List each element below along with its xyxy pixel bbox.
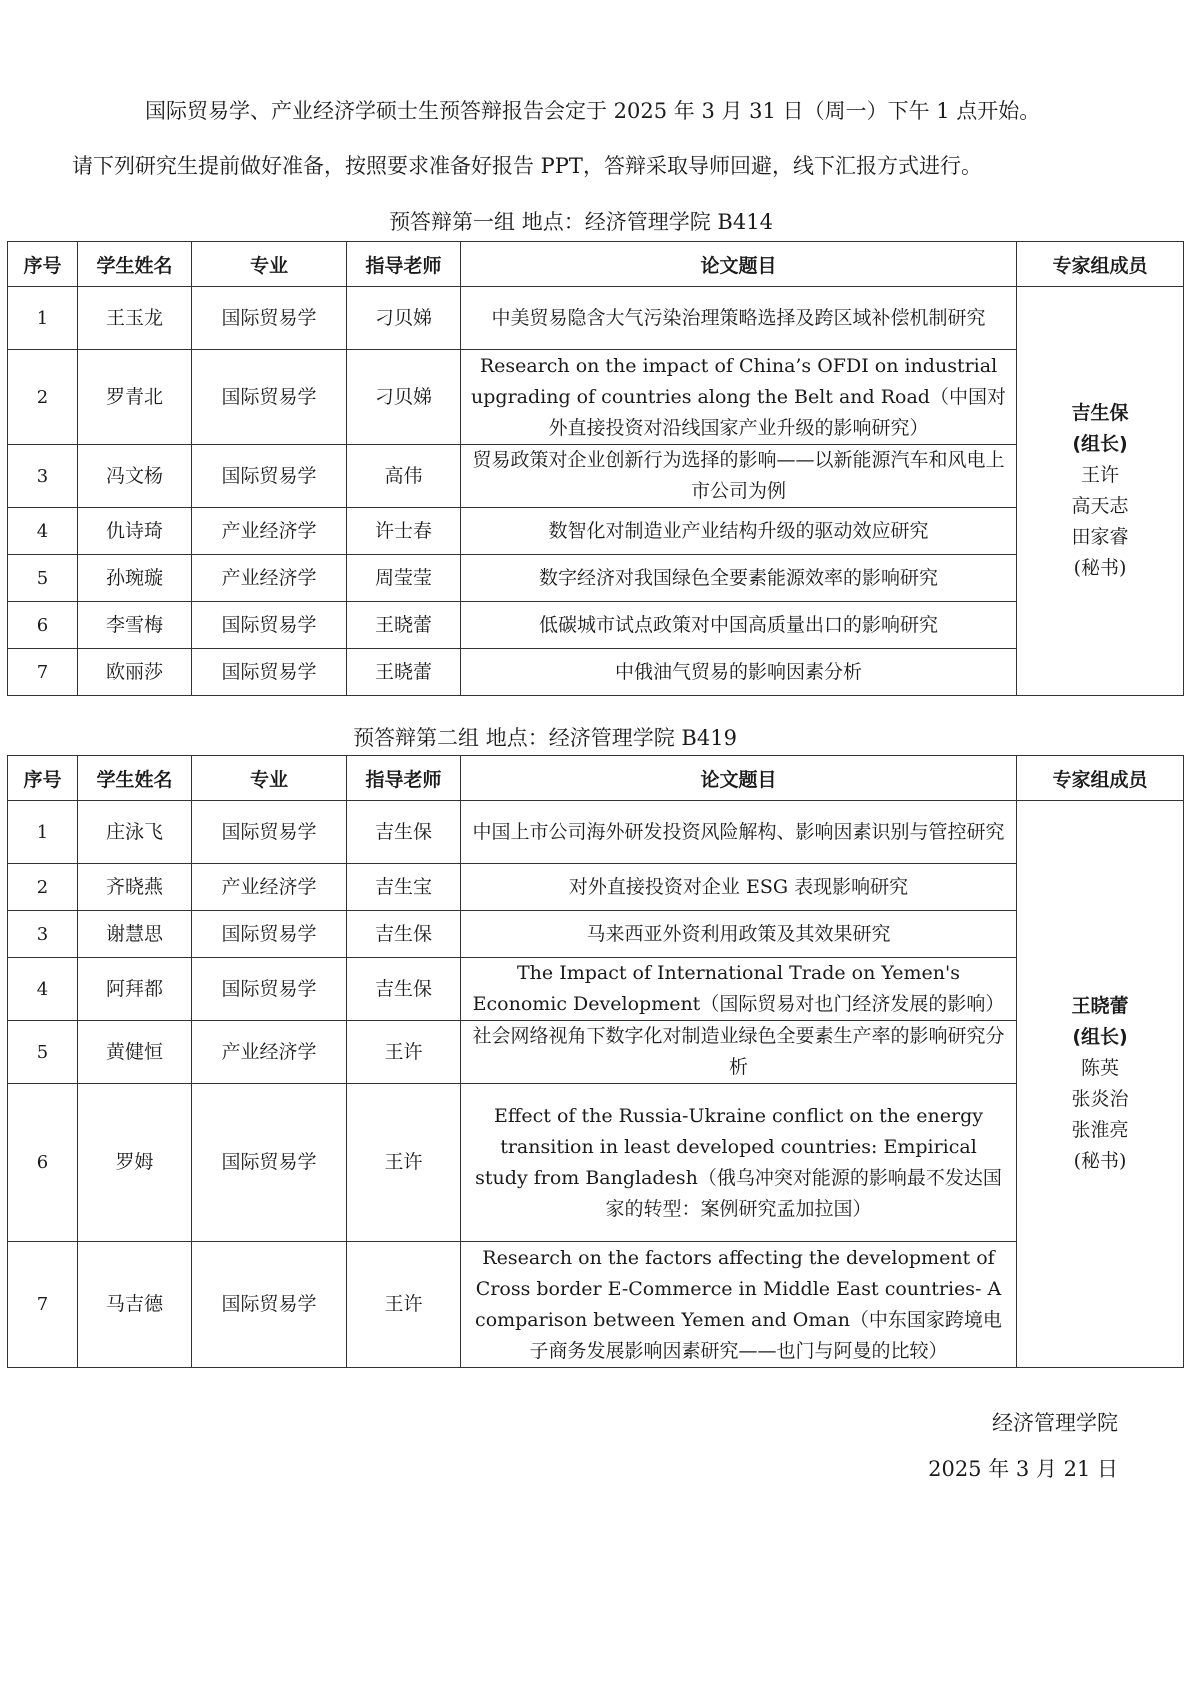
row-major: 国际贸易学 bbox=[192, 649, 347, 696]
row-title: 中美贸易隐含大气污染治理策略选择及跨区域补偿机制研究 bbox=[461, 287, 1017, 350]
row-title: 数字经济对我国绿色全要素能源效率的影响研究 bbox=[461, 555, 1017, 602]
row-advisor: 王许 bbox=[347, 1242, 461, 1368]
row-no: 5 bbox=[8, 1021, 78, 1084]
table-row bbox=[8, 350, 1184, 445]
header-experts: 专家组成员 bbox=[1017, 242, 1184, 287]
row-major: 国际贸易学 bbox=[192, 1084, 347, 1242]
expert-member: 张淮亮 bbox=[1071, 1119, 1129, 1141]
row-major: 产业经济学 bbox=[192, 508, 347, 555]
row-name: 马吉德 bbox=[78, 1242, 192, 1368]
group2-experts bbox=[1017, 801, 1184, 1368]
row-major: 国际贸易学 bbox=[192, 1242, 347, 1368]
header-advisor: 指导老师 bbox=[347, 756, 461, 801]
row-name: 孙琬璇 bbox=[78, 555, 192, 602]
row-major: 国际贸易学 bbox=[192, 801, 347, 864]
row-name: 黄健恒 bbox=[78, 1021, 192, 1084]
expert-member: 高天志 bbox=[1071, 495, 1129, 517]
table-header-row bbox=[8, 756, 1184, 801]
row-name: 王玉龙 bbox=[78, 287, 192, 350]
row-no: 5 bbox=[8, 555, 78, 602]
row-advisor: 刁贝娣 bbox=[347, 350, 461, 445]
row-no: 4 bbox=[8, 508, 78, 555]
row-major: 产业经济学 bbox=[192, 1021, 347, 1084]
table-header-row bbox=[8, 242, 1184, 287]
row-title: 中国上市公司海外研发投资风险解构、影响因素识别与管控研究 bbox=[461, 801, 1017, 864]
row-advisor: 王晓蕾 bbox=[347, 649, 461, 696]
row-title: The Impact of International Trade on Yemen's Economic Development（国际贸易对也门经济发展的影响） bbox=[461, 958, 1017, 1021]
row-major: 国际贸易学 bbox=[192, 911, 347, 958]
row-advisor: 王许 bbox=[347, 1084, 461, 1242]
expert-member: 田家睿 bbox=[1071, 526, 1129, 548]
expert-secretary-note: (秘书) bbox=[1073, 557, 1127, 579]
row-advisor: 高伟 bbox=[347, 445, 461, 508]
header-experts: 专家组成员 bbox=[1017, 756, 1184, 801]
row-major: 国际贸易学 bbox=[192, 958, 347, 1021]
header-name: 学生姓名 bbox=[78, 242, 192, 287]
signature-org: 经济管理学院 bbox=[992, 1411, 1118, 1435]
row-advisor: 许士春 bbox=[347, 508, 461, 555]
row-title: 贸易政策对企业创新行为选择的影响——以新能源汽车和风电上市公司为例 bbox=[461, 445, 1017, 508]
row-no: 6 bbox=[8, 602, 78, 649]
header-major: 专业 bbox=[192, 242, 347, 287]
table-row bbox=[8, 801, 1184, 864]
row-name: 阿拜都 bbox=[78, 958, 192, 1021]
row-no: 1 bbox=[8, 287, 78, 350]
row-no: 3 bbox=[8, 911, 78, 958]
table-row bbox=[8, 1242, 1184, 1368]
expert-leader: 吉生保 bbox=[1071, 402, 1129, 424]
row-major: 国际贸易学 bbox=[192, 287, 347, 350]
row-name: 罗青北 bbox=[78, 350, 192, 445]
signature-date: 2025 年 3 月 21 日 bbox=[928, 1457, 1118, 1481]
row-title: 马来西亚外资利用政策及其效果研究 bbox=[461, 911, 1017, 958]
row-no: 4 bbox=[8, 958, 78, 1021]
row-no: 1 bbox=[8, 801, 78, 864]
table-row bbox=[8, 445, 1184, 508]
row-advisor: 刁贝娣 bbox=[347, 287, 461, 350]
table-row bbox=[8, 555, 1184, 602]
row-advisor: 吉生保 bbox=[347, 801, 461, 864]
expert-member: 张炎治 bbox=[1071, 1088, 1129, 1110]
row-name: 冯文杨 bbox=[78, 445, 192, 508]
expert-member: 王许 bbox=[1080, 464, 1119, 486]
expert-leader-role: (组长) bbox=[1072, 1026, 1128, 1048]
expert-member: 陈英 bbox=[1080, 1057, 1119, 1079]
table-row bbox=[8, 1021, 1184, 1084]
row-major: 国际贸易学 bbox=[192, 445, 347, 508]
header-no: 序号 bbox=[8, 242, 78, 287]
group2-table bbox=[7, 755, 1184, 1368]
row-name: 仇诗琦 bbox=[78, 508, 192, 555]
row-name: 李雪梅 bbox=[78, 602, 192, 649]
row-title: 中俄油气贸易的影响因素分析 bbox=[461, 649, 1017, 696]
row-advisor: 王晓蕾 bbox=[347, 602, 461, 649]
table-row bbox=[8, 911, 1184, 958]
row-title: 低碳城市试点政策对中国高质量出口的影响研究 bbox=[461, 602, 1017, 649]
header-name: 学生姓名 bbox=[78, 756, 192, 801]
row-no: 3 bbox=[8, 445, 78, 508]
header-title: 论文题目 bbox=[461, 756, 1017, 801]
table-row bbox=[8, 1084, 1184, 1242]
header-advisor: 指导老师 bbox=[347, 242, 461, 287]
header-title: 论文题目 bbox=[461, 242, 1017, 287]
row-title: Research on the impact of China’s OFDI on industrial upgrading of countries along the Belt and Road（中国对外直接投资对沿线国家产业升级的影响研究） bbox=[461, 350, 1017, 445]
row-no: 7 bbox=[8, 1242, 78, 1368]
row-advisor: 吉生保 bbox=[347, 958, 461, 1021]
table-row bbox=[8, 649, 1184, 696]
group1-caption: 预答辩第一组 地点：经济管理学院 B414 bbox=[389, 210, 773, 234]
row-advisor: 王许 bbox=[347, 1021, 461, 1084]
expert-leader-role: (组长) bbox=[1072, 433, 1128, 455]
expert-leader: 王晓蕾 bbox=[1071, 995, 1129, 1017]
row-no: 2 bbox=[8, 864, 78, 911]
row-no: 7 bbox=[8, 649, 78, 696]
row-title: Research on the factors affecting the development of Cross border E-Commerce in Middle East countries- A comparison between Yemen and Oman（中东国家跨境电子商务发展影响因素研究——也门与阿曼的比较） bbox=[461, 1242, 1017, 1368]
row-no: 2 bbox=[8, 350, 78, 445]
row-major: 产业经济学 bbox=[192, 555, 347, 602]
group2-caption: 预答辩第二组 地点：经济管理学院 B419 bbox=[353, 726, 737, 750]
intro-line-2: 请下列研究生提前做好准备，按照要求准备好报告 PPT，答辩采取导师回避，线下汇报方式进行。 bbox=[72, 154, 982, 178]
table-row bbox=[8, 508, 1184, 555]
table-row bbox=[8, 958, 1184, 1021]
header-major: 专业 bbox=[192, 756, 347, 801]
row-name: 谢慧思 bbox=[78, 911, 192, 958]
header-no: 序号 bbox=[8, 756, 78, 801]
intro-line-1: 国际贸易学、产业经济学硕士生预答辩报告会定于 2025 年 3 月 31 日（周一）下午 1 点开始。 bbox=[145, 99, 1041, 123]
row-advisor: 吉生宝 bbox=[347, 864, 461, 911]
group1-table bbox=[7, 241, 1184, 696]
expert-secretary-note: (秘书) bbox=[1073, 1150, 1127, 1172]
row-advisor: 周莹莹 bbox=[347, 555, 461, 602]
table-row bbox=[8, 864, 1184, 911]
row-major: 国际贸易学 bbox=[192, 350, 347, 445]
row-title: 数智化对制造业产业结构升级的驱动效应研究 bbox=[461, 508, 1017, 555]
row-title: 社会网络视角下数字化对制造业绿色全要素生产率的影响研究分析 bbox=[461, 1021, 1017, 1084]
group1-experts bbox=[1017, 287, 1184, 696]
row-title: Effect of the Russia-Ukraine conflict on the energy transition in least developed countries: Empirical study from Bangladesh（俄乌冲突对能源的影响最不发达国家的转型：案例研究孟加拉国） bbox=[461, 1084, 1017, 1242]
row-advisor: 吉生保 bbox=[347, 911, 461, 958]
row-name: 齐晓燕 bbox=[78, 864, 192, 911]
row-name: 庄泳飞 bbox=[78, 801, 192, 864]
row-major: 国际贸易学 bbox=[192, 602, 347, 649]
row-title: 对外直接投资对企业 ESG 表现影响研究 bbox=[461, 864, 1017, 911]
row-name: 欧丽莎 bbox=[78, 649, 192, 696]
table-row bbox=[8, 287, 1184, 350]
row-name: 罗姆 bbox=[78, 1084, 192, 1242]
table-row bbox=[8, 602, 1184, 649]
row-no: 6 bbox=[8, 1084, 78, 1242]
row-major: 产业经济学 bbox=[192, 864, 347, 911]
